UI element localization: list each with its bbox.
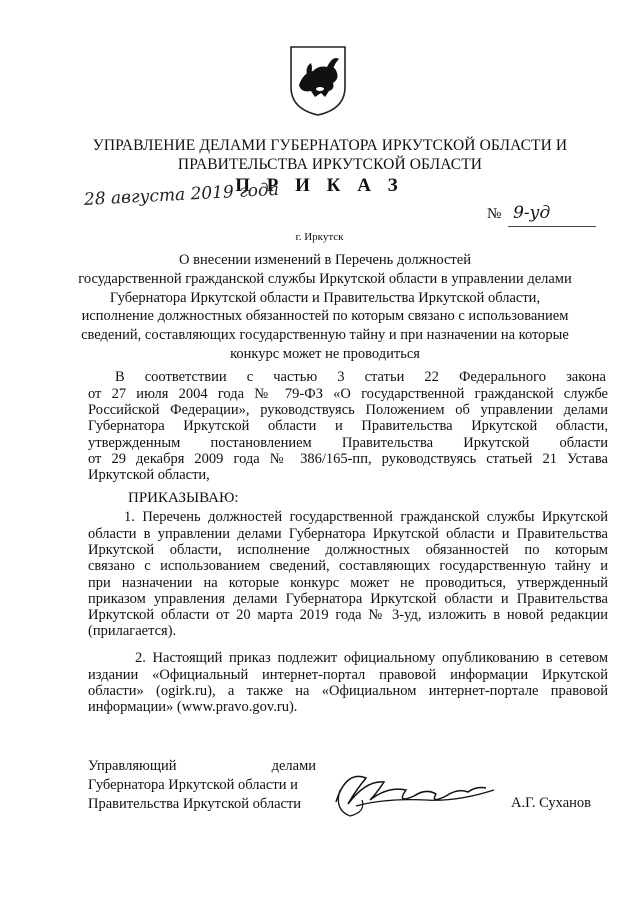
signatory-line-1: Управляющий делами — [88, 758, 316, 774]
document-subject — [70, 251, 580, 364]
item2-line: издании «Официальный интернет-портал правовой информации Иркутской — [88, 667, 608, 683]
item2-paragraph — [88, 667, 608, 716]
subject-line: исполнение должностных обязанностей по которым связано с использованием — [81, 308, 569, 325]
preamble-line: от 27 июля 2004 года № 79-ФЗ «О государственной гражданской службе — [88, 386, 608, 402]
handwritten-signature — [326, 760, 501, 830]
signatory-name: А.Г. Суханов — [511, 795, 592, 811]
document-title: П Р И К А З — [235, 175, 404, 196]
item1-line: приказом управления делами Губернатора Иркутской области и Правительства — [88, 590, 608, 607]
preamble-line: Губернатора Иркутской области и Правительства Иркутской области, — [88, 418, 608, 435]
organization-header — [60, 136, 600, 174]
item2-first-line: 2. Настоящий приказ подлежит официальному опубликованию в сетевом — [135, 650, 608, 666]
order-number — [487, 203, 550, 223]
preamble-paragraph — [88, 386, 608, 483]
number-underline — [508, 226, 596, 227]
coat-of-arms-emblem — [289, 45, 347, 117]
item1-line: Иркутской области от 20 марта 2019 года № 3-уд, изложить в новой редакции — [88, 607, 608, 624]
item1-line: Иркутской области, исполнение должностных обязанностей по которым — [88, 542, 608, 559]
handwritten-number: 9-уд — [513, 203, 551, 223]
item1-line: связано с использованием сведений, составляющих государственную тайну и — [88, 558, 608, 575]
subject-line: конкурс может не проводиться — [230, 345, 420, 362]
item1-line: (прилагается). — [88, 623, 177, 640]
subject-line: сведений, составляющих государственную тайну и при назначении на которые — [81, 327, 569, 344]
subject-line: Губернатора Иркутской области и Правительства Иркутской области, — [109, 289, 541, 306]
preamble-line: утвержденным постановлением Правительства Иркутской области — [88, 434, 608, 451]
item1-paragraph — [88, 526, 608, 639]
item1-line: при назначении на которые конкурс может не проводиться, утвержденный — [88, 574, 608, 591]
subject-line: О внесении изменений в Перечень должностей — [179, 252, 471, 268]
item1-first-line: 1. Перечень должностей государственной гражданской службы Иркутской — [124, 509, 608, 525]
number-label: № — [487, 206, 502, 222]
city-label: г. Иркутск — [295, 231, 344, 243]
order-word: ПРИКАЗЫВАЮ: — [128, 490, 239, 506]
preamble-line: от 29 декабря 2009 года № 386/165-пп, руководствуясь статьей 21 Устава — [88, 450, 608, 467]
subject-line: государственной гражданской службы Иркутской области в управлении делами — [78, 270, 572, 287]
preamble-line: Иркутской области, — [88, 467, 210, 484]
signatory-title — [88, 757, 328, 814]
preamble-first-line: В соответствии с частью 3 статьи 22 Федерального закона — [115, 369, 606, 385]
header-line-2: ПРАВИТЕЛЬСТВА ИРКУТСКОЙ ОБЛАСТИ — [177, 156, 483, 173]
item1-line: области в управлении делами Губернатора Иркутской области и Правительства — [88, 526, 608, 542]
header-line-1: УПРАВЛЕНИЕ ДЕЛАМИ ГУБЕРНАТОРА ИРКУТСКОЙ ОБЛАСТИ И — [92, 137, 568, 154]
item2-line: информации» (www.pravo.gov.ru). — [88, 699, 298, 716]
item2-line: области» (ogirk.ru), а также на «Официальном интернет-портале правовой — [88, 683, 608, 700]
signatory-line-2: Губернатора Иркутской области и — [88, 777, 298, 793]
signatory-line-3: Правительства Иркутской области — [88, 796, 302, 812]
handwritten-date: 28 августа 2019 года — [83, 179, 280, 210]
preamble-line: Российской Федерации», руководствуясь Положением об управлении делами — [88, 402, 608, 419]
